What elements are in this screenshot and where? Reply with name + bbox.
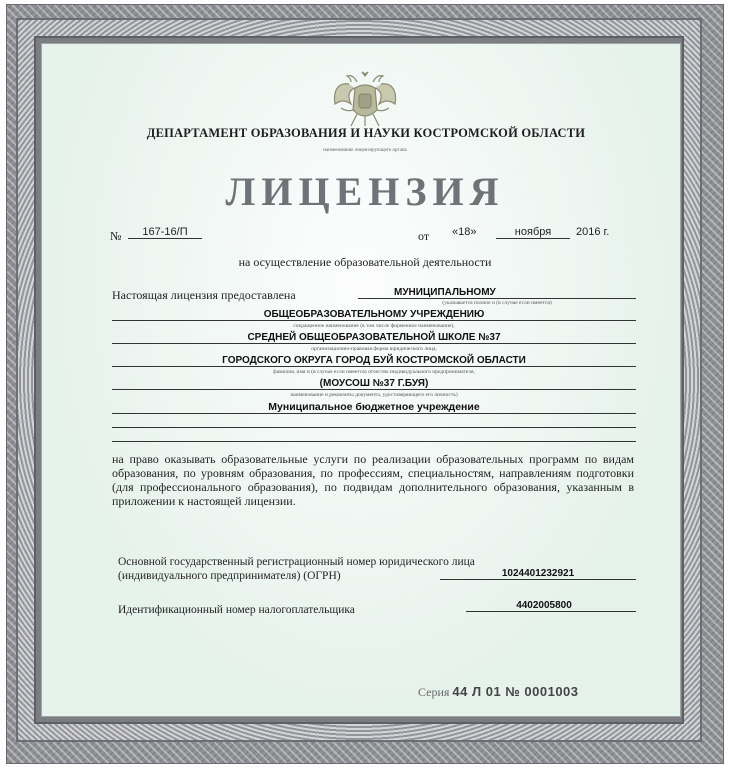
ogrn-label-line-2: (индивидуального предпринимателя) (ОГРН): [118, 570, 341, 582]
ogrn-label-line-1: Основной государственный регистрационный номер юридического лица: [118, 556, 475, 568]
series-block: [418, 684, 579, 700]
license-rights-text: на право оказывать образовательные услуги по реализации образовательных программ по видам образования, по уровням образования, по профессиям, специальностям, направлениям подготовки (для профессионального образования), по подвидам дополнительного образования, указанным в приложении к настоящей лицензии.: [112, 452, 634, 508]
blank-rule-2: [112, 440, 636, 442]
date-prefix: от: [418, 229, 430, 243]
granted-to-label: Настоящая лицензия предоставлена: [112, 288, 296, 302]
inn-label: Идентификационный номер налогоплательщика: [118, 604, 355, 616]
org-name-line-2: ОБЩЕОБРАЗОВАТЕЛЬНОМУ УЧРЕЖДЕНИЮ: [112, 309, 636, 321]
inn-value: 4402005800: [466, 600, 636, 612]
org-name-line-3: СРЕДНЕЙ ОБЩЕОБРАЗОВАТЕЛЬНОЙ ШКОЛЕ №37: [112, 332, 636, 344]
coat-of-arms-icon: [327, 70, 403, 132]
org-name-line-1: МУНИЦИПАЛЬНОМУ: [358, 287, 636, 299]
org-name-line-6: Муниципальное бюджетное учреждение: [112, 401, 636, 414]
ogrn-value: 1024401232921: [440, 568, 636, 580]
date-year: 2016 г.: [576, 226, 610, 238]
issuing-authority: ДЕПАРТАМЕНТ ОБРАЗОВАНИЯ И НАУКИ КОСТРОМСКОЙ ОБЛАСТИ: [146, 126, 586, 140]
org-name-line-5: (МОУСОШ №37 Г.БУЯ): [112, 378, 636, 390]
license-number: 167-16/П: [128, 226, 202, 239]
issuing-authority-caption: наименование лицензирующего органа: [323, 148, 407, 153]
license-purpose: на осуществление образовательной деятельности: [238, 255, 492, 269]
caption-line-3: организационно-правовая форма юридического лица,: [311, 346, 437, 352]
number-prefix: №: [110, 229, 122, 243]
series-number: 44 Л 01 № 0001003: [452, 684, 579, 699]
blank-rule-1: [112, 426, 636, 428]
caption-line-1: (указывается полное и (в случае если имеется): [442, 300, 552, 306]
document-title: ЛИЦЕНЗИЯ: [225, 169, 505, 214]
caption-line-2: сокращенное наименование (в том числе фирменное наименование),: [293, 323, 455, 329]
date-day: «18»: [452, 226, 477, 238]
date-month: ноября: [496, 226, 570, 239]
org-name-line-4: ГОРОДСКОГО ОКРУГА ГОРОД БУЙ КОСТРОМСКОЙ ОБЛАСТИ: [112, 355, 636, 367]
caption-line-4: фамилия, имя и (в случае если имеется) отчество индивидуального предпринимателя,: [273, 369, 475, 375]
caption-line-5: наименование и реквизиты документа, удостоверяющего его личность): [290, 392, 458, 398]
series-label: Серия: [418, 685, 450, 699]
